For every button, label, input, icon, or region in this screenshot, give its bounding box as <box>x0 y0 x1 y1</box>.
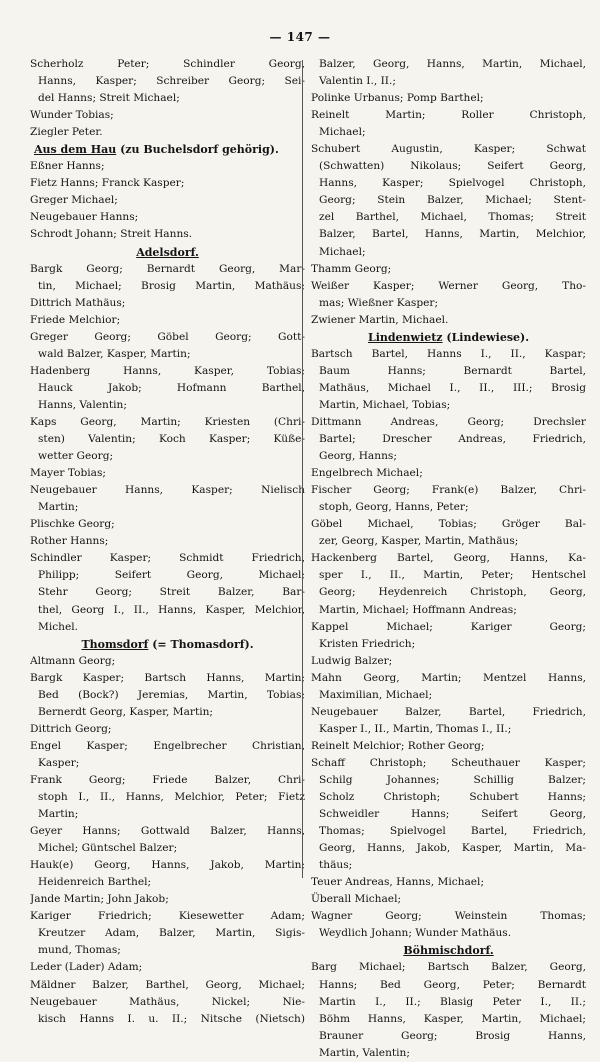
text-line: Dittrich Mathäus; <box>30 296 126 309</box>
text-line: Dittrich Georg; <box>30 722 112 735</box>
text-line: kisch Hanns I. u. II.; Nitsche (Nietsch) <box>38 1012 305 1025</box>
text-line: Michel; Güntschel Balzer; <box>38 842 178 855</box>
text-line: Barg Michael; Bartsch Balzer, Georg, <box>311 961 586 974</box>
section-heading <box>30 244 305 261</box>
section-heading-note: (Lindewiese). <box>442 330 530 344</box>
text-line: Martin I., II.; Blasig Peter I., II.; <box>319 995 586 1008</box>
text-line: Polinke Urbanus; Pomp Barthel; <box>311 92 484 105</box>
text-line: stoph I., II., Hanns, Melchior, Peter; Fietz <box>38 791 305 804</box>
text-line: Schweidler Hanns; Seifert Georg, <box>319 808 586 821</box>
text-line: Hanns; Bed Georg, Peter; Bernardt <box>319 978 586 991</box>
text-line: Mäldner Balzer, Barthel, Georg, Michael; <box>30 978 305 991</box>
right-column <box>311 56 586 1062</box>
text-line: Plischke Georg; <box>30 518 115 531</box>
text-line: Zwiener Martin, Michael. <box>311 313 449 326</box>
text-line: sten) Valentin; Koch Kasper; Küße- <box>38 433 305 446</box>
text-line: Reinelt Martin; Roller Christoph, <box>311 109 586 122</box>
text-line: Heidenreich Barthel; <box>38 876 152 889</box>
text-line: Balzer, Georg, Hanns, Martin, Michael, <box>319 58 586 70</box>
text-line: Scherholz Peter; Schindler Georg, <box>30 58 305 70</box>
text-line: Ludwig Balzer; <box>311 654 393 667</box>
text-line: Scholz Christoph; Schubert Hanns; <box>319 791 586 804</box>
text-line: zel Barthel, Michael, Thomas; Streit <box>319 211 586 224</box>
text-line: Bernerdt Georg, Kasper, Martin; <box>38 705 213 718</box>
text-line: Weydlich Johann; Wunder Mathäus. <box>319 927 512 940</box>
text-line: Hauk(e) Georg, Hanns, Jakob, Martin; <box>30 859 305 872</box>
text-line: Neugebauer Mathäus, Nickel; Nie- <box>30 995 305 1008</box>
text-line: Kasper; <box>38 756 80 769</box>
text-line: Michael; <box>319 245 366 258</box>
text-line: Neugebauer Hanns, Kasper; Nielisch <box>30 484 305 497</box>
text-line: Greger Georg; Göbel Georg; Gott- <box>30 330 305 343</box>
text-line: Hackenberg Bartel, Georg, Hanns, Ka- <box>311 552 586 565</box>
text-line: Ziegler Peter. <box>30 126 103 139</box>
text-line: Martin; <box>38 808 79 821</box>
section-heading-note: (= Thomasdorf). <box>148 637 254 651</box>
text-line: Bartel; Drescher Andreas, Friedrich, <box>319 433 586 446</box>
text-line: Bargk Kasper; Bartsch Hanns, Martin; <box>30 671 305 684</box>
section-heading <box>311 329 586 346</box>
text-line: Michel. <box>38 620 79 633</box>
text-line: Göbel Michael, Tobias; Gröger Bal- <box>311 518 586 531</box>
text-line: Kasper I., II., Martin, Thomas I., II.; <box>319 722 512 735</box>
text-line: Thamm Georg; <box>311 262 392 275</box>
text-line: Georg; Stein Balzer, Michael; Stent- <box>319 194 586 207</box>
text-line: Stehr Georg; Streit Balzer, Bar- <box>38 586 305 599</box>
text-line: Valentin I., II.; <box>319 75 396 88</box>
text-line: Mathäus, Michael I., II., III.; Brosig <box>319 381 586 394</box>
text-line: thäus; <box>319 859 353 872</box>
text-line: Weißer Kasper; Werner Georg, Tho- <box>311 279 586 292</box>
text-line: Frank Georg; Friede Balzer, Chri- <box>30 773 305 786</box>
text-line: Mahn Georg, Martin; Mentzel Hanns, <box>311 671 586 684</box>
text-line: mund, Thomas; <box>38 944 121 957</box>
text-line: Greger Michael; <box>30 194 118 207</box>
text-line: Engelbrech Michael; <box>311 467 423 480</box>
text-line: Hadenberg Hanns, Kasper, Tobias; <box>30 364 305 377</box>
text-line: Schindler Kasper; Schmidt Friedrich, <box>30 552 305 565</box>
text-line: Kappel Michael; Kariger Georg; <box>311 620 586 633</box>
left-column <box>30 56 305 1028</box>
text-line: Geyer Hanns; Gottwald Balzer, Hanns, <box>30 825 305 838</box>
text-line: sper I., II., Martin, Peter; Hentschel <box>319 569 586 582</box>
section-heading-name: Adelsdorf. <box>136 245 199 259</box>
text-line: Georg, Hanns, Jakob, Kasper, Martin, Ma- <box>319 842 586 855</box>
text-line: Georg; Heydenreich Christoph, Georg, <box>319 586 586 599</box>
text-line: Martin; <box>38 501 79 514</box>
text-line: stoph, Georg, Hanns, Peter; <box>319 501 469 514</box>
text-line: Schrodt Johann; Streit Hanns. <box>30 228 193 241</box>
text-line: Rother Hanns; <box>30 535 109 548</box>
text-line: wetter Georg; <box>38 450 114 463</box>
text-line: Brauner Georg; Brosig Hanns, <box>319 1029 586 1042</box>
text-line: Dittmann Andreas, Georg; Drechsler <box>311 415 586 428</box>
text-line: Eßner Hanns; <box>30 160 105 173</box>
section-heading <box>311 942 586 959</box>
text-line: Reinelt Melchior; Rother Georg; <box>311 739 485 752</box>
text-line: del Hanns; Streit Michael; <box>38 92 180 105</box>
text-line: Philipp; Seifert Georg, Michael; <box>38 569 305 582</box>
text-line: Hauck Jakob; Hofmann Barthel, <box>38 381 305 394</box>
text-line: Hanns, Kasper; Spielvogel Christoph, <box>319 177 586 190</box>
text-line: Schubert Augustin, Kasper; Schwat <box>311 143 586 156</box>
text-line: Martin, Valentin; <box>319 1046 410 1059</box>
text-line: Schilg Johannes; Schillig Balzer; <box>319 773 586 786</box>
text-line: Fischer Georg; Frank(e) Balzer, Chri- <box>311 484 586 497</box>
text-line: Böhm Hanns, Kasper, Martin, Michael; <box>319 1012 586 1025</box>
section-heading <box>30 636 305 653</box>
text-line: Bed (Bock?) Jeremias, Martin, Tobias; <box>38 688 305 701</box>
section-heading-name: Lindenwietz <box>367 330 443 344</box>
text-line: Baum Hanns; Bernardt Bartel, <box>319 364 586 377</box>
text-line: Bartsch Bartel, Hanns I., II., Kaspar; <box>311 347 586 360</box>
text-line: Überall Michael; <box>311 893 402 906</box>
text-line: Wagner Georg; Weinstein Thomas; <box>311 910 586 923</box>
section-heading-note: (zu Buchelsdorf gehörig). <box>116 143 279 157</box>
text-line: Hanns, Kasper; Schreiber Georg; Sei- <box>38 75 305 88</box>
text-line: Kaps Georg, Martin; Kriesten (Chri- <box>30 415 305 428</box>
text-line: Maximilian, Michael; <box>319 688 433 701</box>
text-line: Hanns, Valentin; <box>38 398 127 411</box>
text-line: tin, Michael; Brosig Martin, Mathäus; <box>38 279 305 292</box>
text-line: Martin, Michael; Hoffmann Andreas; <box>319 603 517 616</box>
text-line: Fietz Hanns; Franck Kasper; <box>30 177 185 190</box>
text-line: Georg, Hanns; <box>319 450 397 463</box>
text-line: Kreutzer Adam, Balzer, Martin, Sigis- <box>38 927 305 940</box>
text-line: Bargk Georg; Bernardt Georg, Mar- <box>30 262 305 275</box>
text-line: Jande Martin; John Jakob; <box>30 893 169 906</box>
section-heading-name: Aus dem Hau <box>34 143 117 157</box>
section-heading-name: Böhmischdorf. <box>403 944 494 958</box>
text-line: Engel Kasper; Engelbrecher Christian, <box>30 739 305 752</box>
text-line: Balzer, Bartel, Hanns, Martin, Melchior, <box>319 228 586 241</box>
text-line: Teuer Andreas, Hanns, Michael; <box>311 876 485 889</box>
text-line: Friede Melchior; <box>30 313 121 326</box>
text-line: Michael; <box>319 126 366 139</box>
text-line: thel, Georg I., II., Hanns, Kasper, Melchior, <box>38 603 305 616</box>
text-line: wald Balzer, Kasper, Martin; <box>38 347 191 360</box>
text-line: Schaff Christoph; Scheuthauer Kasper; <box>311 756 586 769</box>
text-line: Wunder Tobias; <box>30 109 114 122</box>
text-line: Altmann Georg; <box>30 654 116 667</box>
section-heading <box>30 141 305 158</box>
text-line: Mayer Tobias; <box>30 467 106 480</box>
section-heading-name: Thomsdorf <box>81 637 149 651</box>
text-line: mas; Wießner Kasper; <box>319 296 439 309</box>
text-line: Thomas; Spielvogel Bartel, Friedrich, <box>319 825 586 838</box>
text-line: (Schwatten) Nikolaus; Seifert Georg, <box>319 160 586 173</box>
text-line: Kariger Friedrich; Kiesewetter Adam; <box>30 910 305 923</box>
page-number: — 147 — <box>269 30 331 44</box>
column-divider <box>302 60 303 878</box>
text-line: Kristen Friedrich; <box>319 637 416 650</box>
text-line: Leder (Lader) Adam; <box>30 961 143 974</box>
text-line: Neugebauer Balzer, Bartel, Friedrich, <box>311 705 586 718</box>
text-line: Neugebauer Hanns; <box>30 211 139 224</box>
text-line: zer, Georg, Kasper, Martin, Mathäus; <box>319 535 519 548</box>
text-line: Martin, Michael, Tobias; <box>319 398 451 411</box>
